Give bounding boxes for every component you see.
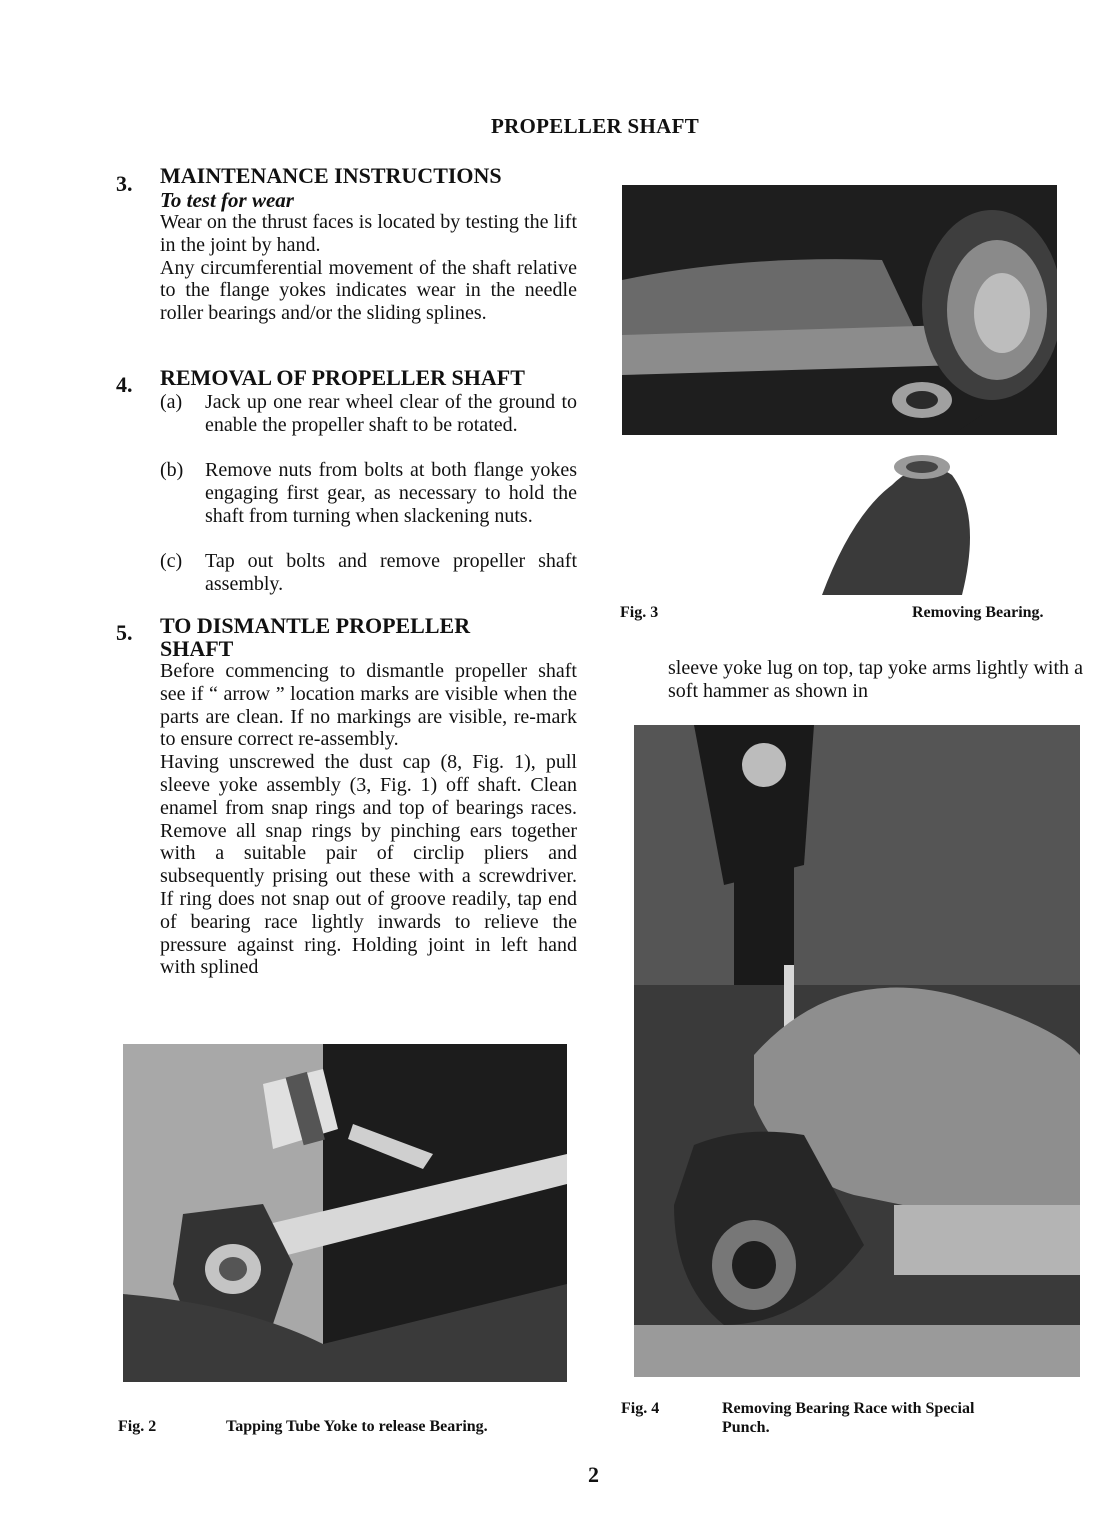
- section-3-heading: MAINTENANCE INSTRUCTIONS: [160, 163, 502, 188]
- figure-2-illustration: [123, 1044, 567, 1382]
- section-3-number: 3.: [116, 171, 133, 196]
- page-title: PROPELLER SHAFT: [490, 114, 700, 138]
- item-label: (b): [160, 459, 184, 481]
- figure-4-caption-line-2: Punch.: [722, 1419, 770, 1436]
- section-5-paragraph-1: Before commencing to dismantle propeller shaft see if “ arrow ” location marks are visible when the parts are clean. If no markings are visible, re-mark to ensure correct re-assembly.: [160, 660, 577, 751]
- item-text: Jack up one rear wheel clear of the ground to enable the propeller shaft to be rotated.: [205, 391, 577, 436]
- figure-3-illustration: [622, 185, 1057, 598]
- figure-2-photo: [123, 1044, 567, 1382]
- section-4-heading: REMOVAL OF PROPELLER SHAFT: [160, 365, 525, 390]
- figure-2-caption: Tapping Tube Yoke to release Bearing.: [226, 1418, 488, 1435]
- section-5-heading-line-1: TO DISMANTLE PROPELLER: [160, 613, 471, 638]
- figure-4-photo: [634, 725, 1080, 1377]
- figure-3-photo: [622, 185, 1057, 598]
- section-3-paragraph-2: Any circumferential movement of the shaft relative to the flange yokes indicates wear in the needle roller bearings and/or the sliding splines.: [160, 256, 577, 325]
- figure-4-label: Fig. 4: [621, 1400, 660, 1417]
- section-5-continuation: sleeve yoke lug on top, tap yoke arms lightly with a soft hammer as shown in: [668, 657, 1083, 702]
- figure-3-label: Fig. 3: [620, 604, 659, 621]
- section-5-body: [160, 660, 577, 979]
- item-text: Tap out bolts and remove propeller shaft assembly.: [205, 550, 577, 595]
- page-number: 2: [588, 1462, 599, 1487]
- section-5-heading-line-2: SHAFT: [160, 636, 234, 661]
- section-3-subheading: To test for wear: [160, 188, 294, 212]
- figure-4-illustration: [634, 725, 1080, 1377]
- section-3-body: [160, 211, 577, 325]
- figure-2-label: Fig. 2: [118, 1418, 157, 1435]
- figure-4-caption-line-1: Removing Bearing Race with Special: [722, 1400, 975, 1417]
- item-label: (a): [160, 391, 183, 413]
- figure-3-caption: Removing Bearing.: [912, 604, 1044, 621]
- item-label: (c): [160, 550, 183, 572]
- section-3-paragraph-1: Wear on the thrust faces is located by testing the lift in the joint by hand.: [160, 211, 577, 256]
- section-5-paragraph-2: Having unscrewed the dust cap (8, Fig. 1), pull sleeve yoke assembly (3, Fig. 1) off shaft. Clean enamel from snap rings and top of bearings races. Remove all snap rings by pinching ears together with a suitable pair of circlip pliers and subsequently prising out these with a screwdriver. If ring does not snap out of groove readily, tap end of bearing race lightly inwards to relieve the pressure against ring. Holding joint in left hand with splined: [160, 751, 577, 979]
- section-5-number: 5.: [116, 620, 133, 645]
- section-4-number: 4.: [116, 372, 133, 397]
- item-text: Remove nuts from bolts at both flange yokes engaging first gear, as necessary to hold the shaft from turning when slackening nuts.: [205, 459, 577, 527]
